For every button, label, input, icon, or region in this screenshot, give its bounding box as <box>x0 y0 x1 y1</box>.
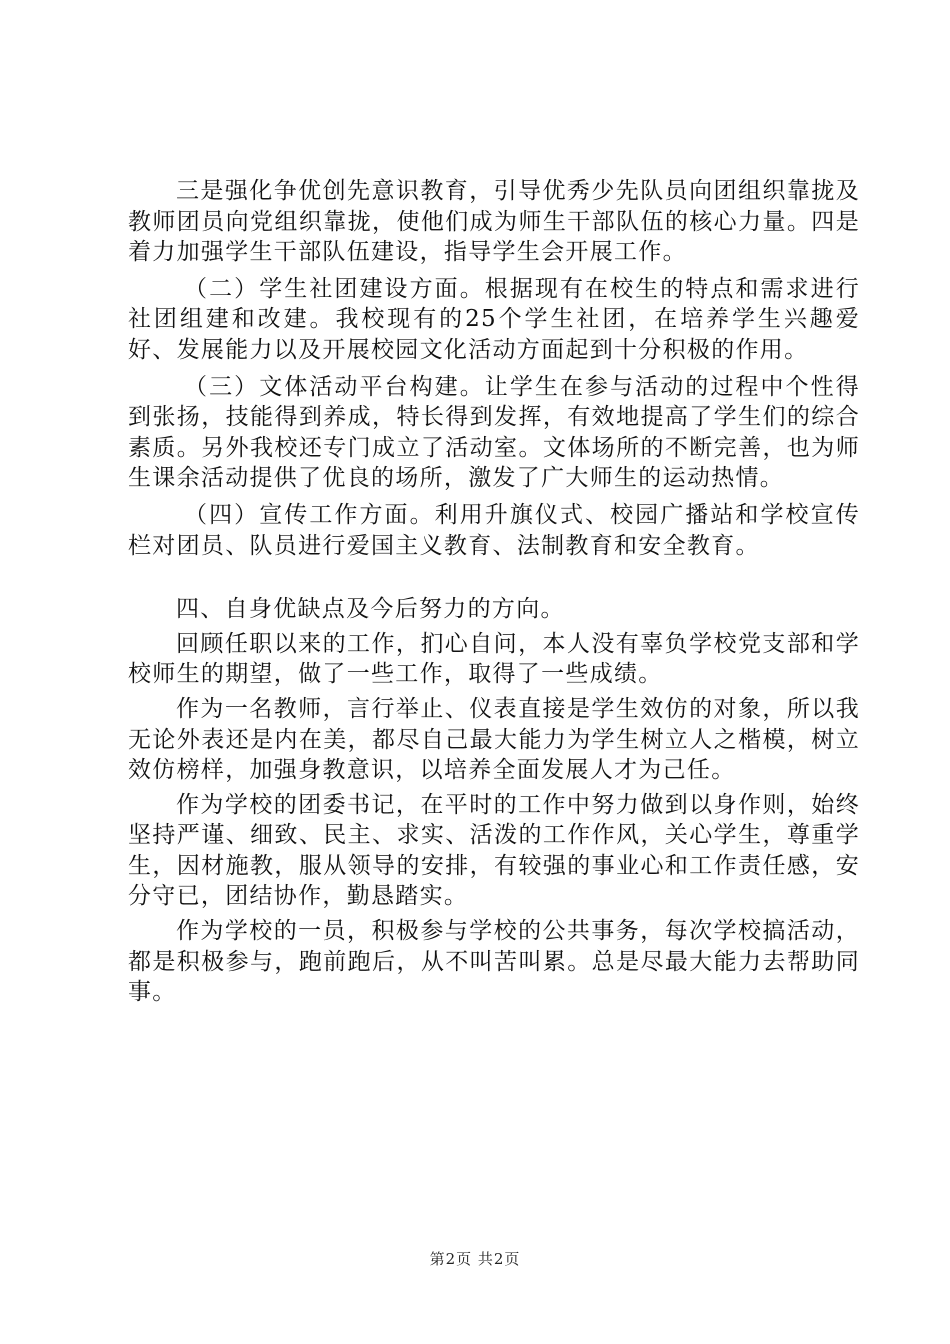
paragraph-strengthen-awareness: 三是强化争优创先意识教育，引导优秀少先队员向团组织靠拢及教师团员向党组织靠拢，使他们成为师生干部队伍的核心力量。四是着力加强学生干部队伍建设，指导学生会开展工作。 <box>128 178 860 266</box>
paragraph-publicity-work: （四）宣传工作方面。利用升旗仪式、校园广播站和学校宣传栏对团员、队员进行爱国主义教育、法制教育和安全教育。 <box>128 501 860 559</box>
paragraph-student-clubs: （二）学生社团建设方面。根据现有在校生的特点和需求进行社团组建和改建。我校现有的25个学生社团，在培养学生兴趣爱好、发展能力以及开展校园文化活动方面起到十分积极的作用。 <box>128 275 860 363</box>
paragraph-culture-sports-platform: （三）文体活动平台构建。让学生在参与活动的过程中个性得到张扬，技能得到养成，特长得到发挥，有效地提高了学生们的综合素质。另外我校还专门成立了活动室。文体场所的不断完善，也为师生课余活动提供了优良的场所，激发了广大师生的运动热情。 <box>128 373 860 492</box>
page-number-footer: 第2页 共2页 <box>429 1250 521 1268</box>
paragraph-as-teacher: 作为一名教师，言行举止、仪表直接是学生效仿的对象，所以我无论外表还是内在美，都尽自己最大能力为学生树立人之楷模，树立效仿榜样，加强身教意识，以培养全面发展人才为己任。 <box>128 695 860 784</box>
paragraph-as-school-member: 作为学校的一员，积极参与学校的公共事务，每次学校搞活动，都是积极参与，跑前跑后，从不叫苦叫累。总是尽最大能力去帮助同事。 <box>128 918 860 1006</box>
document-body <box>128 176 860 1008</box>
paragraph-review: 回顾任职以来的工作，扪心自问，本人没有辜负学校党支部和学校师生的期望，做了一些工作，取得了一些成绩。 <box>128 630 860 688</box>
paragraph-as-league-secretary: 作为学校的团委书记，在平时的工作中努力做到以身作则，始终坚持严谨、细致、民主、求实、活泼的工作作风，关心学生，尊重学生，因材施教，服从领导的安排，有较强的事业心和工作责任感，安分守已，团结协作，勤恳踏实。 <box>128 791 860 910</box>
section-heading-self-assessment: 四、自身优缺点及今后努力的方向。 <box>176 596 565 623</box>
